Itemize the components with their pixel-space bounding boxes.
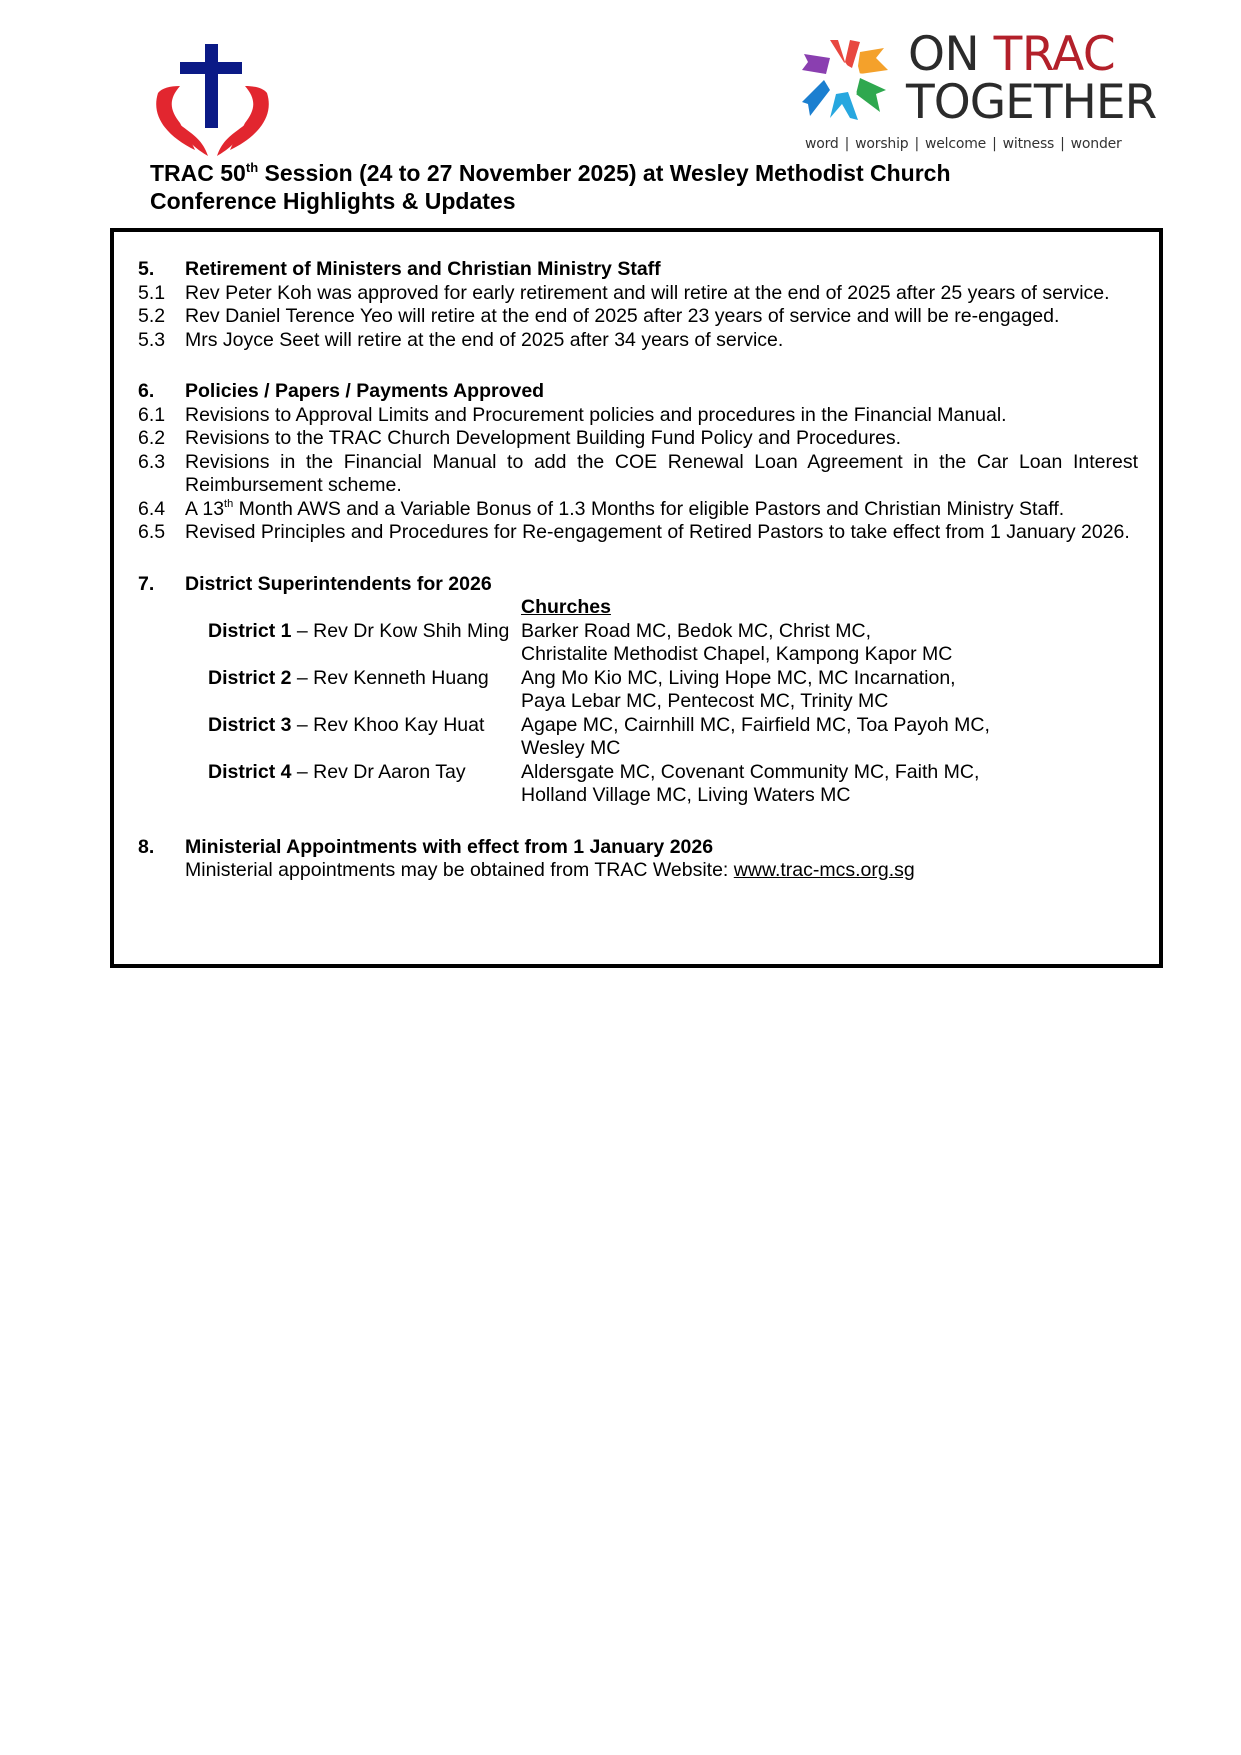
trac-website-link[interactable]: www.trac-mcs.org.sg <box>733 859 915 881</box>
district-label: District 3 <box>208 713 292 736</box>
list-item <box>138 404 1138 428</box>
district-churches <box>521 714 1138 761</box>
item-text <box>185 498 1138 522</box>
item-text: Mrs Joyce Seet will retire at the end of 2025 after 34 years of service. <box>185 328 784 351</box>
section-heading <box>138 380 1138 404</box>
item-number: 6.5 <box>138 521 166 543</box>
item-number: 5.1 <box>138 281 166 304</box>
section-body <box>138 859 1138 883</box>
item-text: Rev Peter Koh was approved for early retirement and will retire at the end of 2025 after 25 years of service. <box>185 281 1110 304</box>
list-item <box>138 329 1138 353</box>
district-superintendent <box>185 620 521 667</box>
logo-word-on: ON <box>908 27 980 82</box>
district-row <box>185 761 1138 808</box>
section-title: Ministerial Appointments with effect from 1 January 2026 <box>185 835 714 858</box>
logo-word-trac: TRAC <box>993 27 1116 82</box>
item-text: Revisions to the TRAC Church Development Building Fund Policy and Procedures. <box>185 427 902 449</box>
document-title <box>150 159 951 187</box>
district-label: District 1 <box>208 619 292 642</box>
methodist-cross-flame-icon <box>150 38 275 158</box>
district-churches <box>521 761 1138 808</box>
superintendent-name: Rev Khoo Kay Huat <box>313 713 485 736</box>
title-text: TRAC 50 <box>150 160 246 186</box>
item-text: Revisions in the Financial Manual to add the COE Renewal Loan Agreement in the Car Loan Interest Reimbursement scheme. <box>185 450 1138 496</box>
superintendent-name: Rev Dr Kow Shih Ming <box>313 619 510 642</box>
district-superintendent <box>185 761 521 808</box>
logo-wordmark-line2: TOGETHER <box>906 75 1157 130</box>
rainbow-star-icon <box>800 34 890 124</box>
churches-line: Christalite Methodist Chapel, Kampong Kapor MC <box>521 643 953 665</box>
tagline-word: wonder <box>1070 136 1122 152</box>
header-spacer <box>185 596 521 620</box>
district-row <box>185 714 1138 761</box>
tagline-word: welcome <box>925 136 987 152</box>
district-churches <box>521 620 1138 667</box>
highlights-box <box>110 228 1163 968</box>
dash: – <box>291 619 314 642</box>
churches-line: Agape MC, Cairnhill MC, Fairfield MC, Toa Payoh MC, <box>521 713 990 736</box>
district-superintendent <box>185 714 521 761</box>
list-item <box>138 498 1138 522</box>
section-number: 8. <box>138 835 155 858</box>
logo-wordmark-line1 <box>908 27 1116 82</box>
section-number: 5. <box>138 258 155 280</box>
tagline-word: worship <box>855 136 909 152</box>
item-number: 5.3 <box>138 328 166 351</box>
superintendent-name: Rev Dr Aaron Tay <box>313 760 466 783</box>
tagline-word: witness <box>1002 136 1055 152</box>
logo-tagline <box>805 136 1122 152</box>
churches-line: Paya Lebar MC, Pentecost MC, Trinity MC <box>521 690 889 712</box>
churches-line: Wesley MC <box>521 737 621 759</box>
title-ordinal: th <box>245 160 259 175</box>
item-text-part: A 13 <box>185 497 225 520</box>
item-text: Rev Daniel Terence Yeo will retire at the end of 2025 after 23 years of service and will be re-engaged. <box>185 305 1060 327</box>
item-number: 6.1 <box>138 403 166 426</box>
list-item <box>138 451 1138 498</box>
list-item <box>138 521 1138 545</box>
item-number: 6.4 <box>138 497 166 520</box>
tagline-separator: | <box>844 136 850 152</box>
section-number: 6. <box>138 380 155 402</box>
churches-line: Ang Mo Kio MC, Living Hope MC, MC Incarnation, <box>521 666 956 689</box>
section-heading <box>138 836 1138 860</box>
churches-line: Barker Road MC, Bedok MC, Christ MC, <box>521 619 872 642</box>
section-title: District Superintendents for 2026 <box>185 572 492 595</box>
churches-column-header: Churches <box>521 596 611 618</box>
section-number: 7. <box>138 572 155 595</box>
item-text <box>185 859 1138 883</box>
indent-spacer <box>138 859 185 883</box>
tagline-separator: | <box>992 136 997 152</box>
item-text: Revised Principles and Procedures for Re-engagement of Retired Pastors to take effect from 1 January 2026. <box>185 521 1130 543</box>
tagline-separator: | <box>1060 136 1065 152</box>
section-title: Policies / Papers / Payments Approved <box>185 380 545 402</box>
district-table <box>185 596 1138 808</box>
dash: – <box>291 713 314 736</box>
on-trac-together-logo <box>800 27 1157 158</box>
dash: – <box>291 666 314 689</box>
item-text-part: Month AWS and a Variable Bonus of 1.3 Months for eligible Pastors and Christian Ministry Staff. <box>233 497 1065 520</box>
section-title: Retirement of Ministers and Christian Ministry Staff <box>185 258 661 280</box>
tagline-word: word <box>805 136 839 152</box>
district-superintendent <box>185 667 521 714</box>
district-table-header <box>185 596 1138 620</box>
section-8 <box>138 836 1138 883</box>
district-churches <box>521 667 1138 714</box>
district-label: District 4 <box>208 760 292 783</box>
tagline-separator: | <box>914 136 920 152</box>
item-number: 6.2 <box>138 427 166 449</box>
document-subtitle: Conference Highlights & Updates <box>150 188 516 214</box>
superintendent-name: Rev Kenneth Huang <box>313 666 489 689</box>
churches-line: Aldersgate MC, Covenant Community MC, Faith MC, <box>521 760 980 783</box>
section-heading <box>138 573 1138 597</box>
appointments-text: Ministerial appointments may be obtained from TRAC Website: <box>185 859 734 881</box>
list-item <box>138 282 1138 306</box>
district-label: District 2 <box>208 666 292 689</box>
section-5 <box>138 258 1138 352</box>
section-6 <box>138 380 1138 545</box>
item-number: 5.2 <box>138 305 166 327</box>
item-text: Revisions to Approval Limits and Procurement policies and procedures in the Financial Manual. <box>185 403 1007 426</box>
title-text: Session (24 to 27 November 2025) at Wesley Methodist Church <box>258 160 951 186</box>
churches-line: Holland Village MC, Living Waters MC <box>521 784 851 806</box>
item-ordinal: th <box>224 497 234 510</box>
section-heading <box>138 258 1138 282</box>
dash: – <box>291 760 314 783</box>
list-item <box>138 305 1138 329</box>
district-row <box>185 620 1138 667</box>
section-7 <box>138 573 1138 808</box>
item-number: 6.3 <box>138 450 166 473</box>
list-item <box>138 427 1138 451</box>
district-row <box>185 667 1138 714</box>
